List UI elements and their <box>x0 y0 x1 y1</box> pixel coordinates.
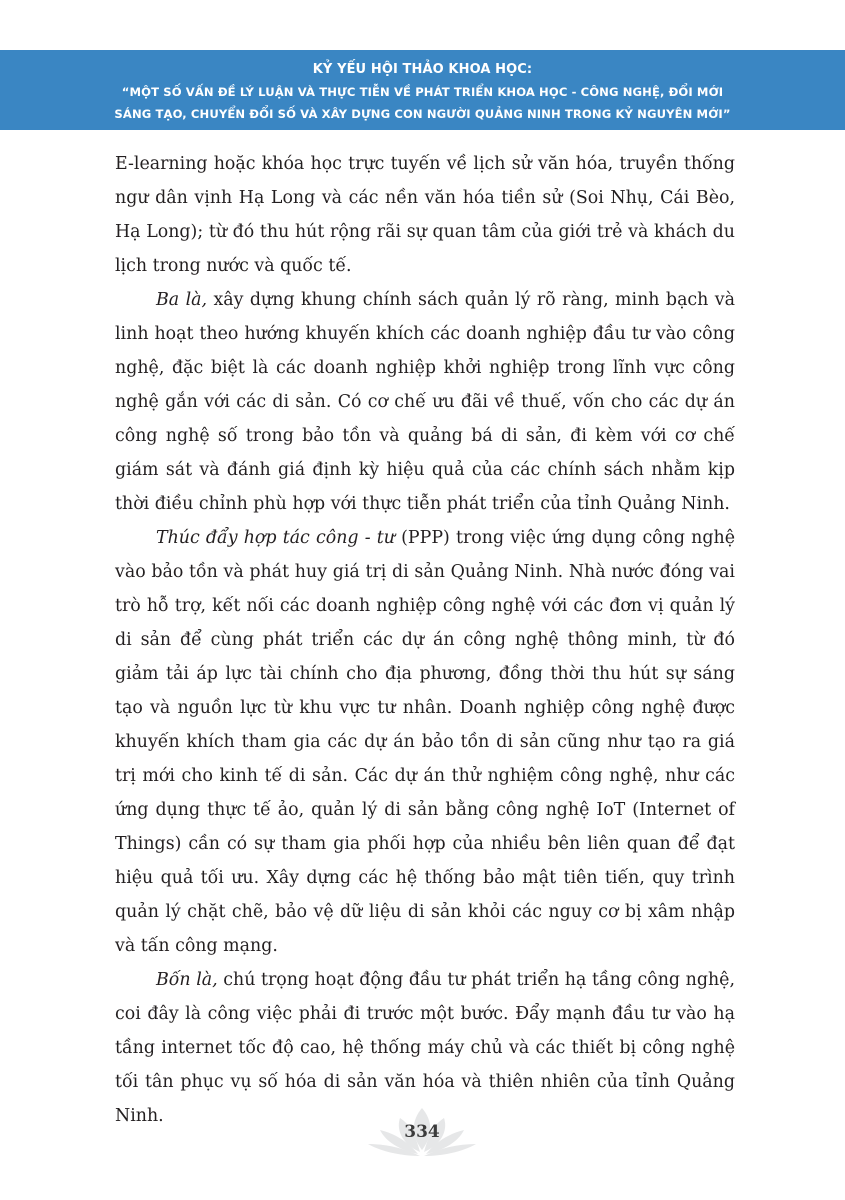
paragraph-fourth-lead: Bốn là, <box>156 970 218 990</box>
paragraph-third-lead: Ba là, <box>156 290 208 310</box>
paragraph-ppp-lead: Thúc đẩy hợp tác công - tư <box>156 528 395 548</box>
paragraph-fourth-text: chú trọng hoạt động đầu tư phát triển hạ tầng công nghệ, coi đây là công việc phải đi trước một bước. Đẩy mạnh đầu tư vào hạ tầng internet tốc độ cao, hệ thống máy chủ và các thiết bị công nghệ tối tân phục vụ số hóa di sản văn hóa và thiên nhiên của tỉnh Quảng Ninh. <box>115 970 735 1126</box>
header-subtitle-line-2: SÁNG TẠO, CHUYỂN ĐỔI SỐ VÀ XÂY DỰNG CON NGƯỜI QUẢNG NINH TRONG KỶ NGUYÊN MỚI” <box>114 107 731 121</box>
page-footer <box>362 1106 482 1164</box>
page-number: 334 <box>404 1122 440 1142</box>
article-body <box>115 147 735 1133</box>
conference-header-banner <box>0 50 845 130</box>
header-title: KỶ YẾU HỘI THẢO KHOA HỌC: <box>312 62 533 77</box>
paragraph-ppp <box>115 521 735 963</box>
paragraph-third-text: xây dựng khung chính sách quản lý rõ ràng, minh bạch và linh hoạt theo hướng khuyến khích các doanh nghiệp đầu tư vào công nghệ, đặc biệt là các doanh nghiệp khởi nghiệp trong lĩnh vực công nghệ gắn với các di sản. Có cơ chế ưu đãi về thuế, vốn cho các dự án công nghệ số trong bảo tồn và quảng bá di sản, đi kèm với cơ chế giám sát và đánh giá định kỳ hiệu quả của các chính sách nhằm kịp thời điều chỉnh phù hợp với thực tiễn phát triển của tỉnh Quảng Ninh. <box>115 290 736 514</box>
paragraph-third-point <box>115 283 735 521</box>
paragraph-elearning: E-learning hoặc khóa học trực tuyến về lịch sử văn hóa, truyền thống ngư dân vịnh Hạ Long và các nền văn hóa tiền sử (Soi Nhụ, Cái Bèo, Hạ Long); từ đó thu hút rộng rãi sự quan tâm của giới trẻ và khách du lịch trong nước và quốc tế. <box>115 154 735 276</box>
paragraph-ppp-text: (PPP) trong việc ứng dụng công nghệ vào bảo tồn và phát huy giá trị di sản Quảng Ninh. Nhà nước đóng vai trò hỗ trợ, kết nối các doanh nghiệp công nghệ với các đơn vị quản lý di sản để cùng phát triển các dự án công nghệ thông minh, từ đó giảm tải áp lực tài chính cho địa phương, đồng thời thu hút sự sáng tạo và nguồn lực từ khu vực tư nhân. Doanh nghiệp công nghệ được khuyến khích tham gia các dự án bảo tồn di sản cũng như tạo ra giá trị mới cho kinh tế di sản. Các dự án thử nghiệm công nghệ, như các ứng dụng thực tế ảo, quản lý di sản bằng công nghệ IoT (Internet of Things) cần có sự tham gia phối hợp của nhiều bên liên quan để đạt hiệu quả tối ưu. Xây dựng các hệ thống bảo mật tiên tiến, quy trình quản lý chặt chẽ, bảo vệ dữ liệu di sản khỏi các nguy cơ bị xâm nhập và tấn công mạng. <box>115 528 735 956</box>
header-subtitle-line-1: “MỘT SỐ VẤN ĐỀ LÝ LUẬN VÀ THỰC TIỄN VỀ PHÁT TRIỂN KHOA HỌC - CÔNG NGHỆ, ĐỔI MỚI <box>121 85 724 99</box>
